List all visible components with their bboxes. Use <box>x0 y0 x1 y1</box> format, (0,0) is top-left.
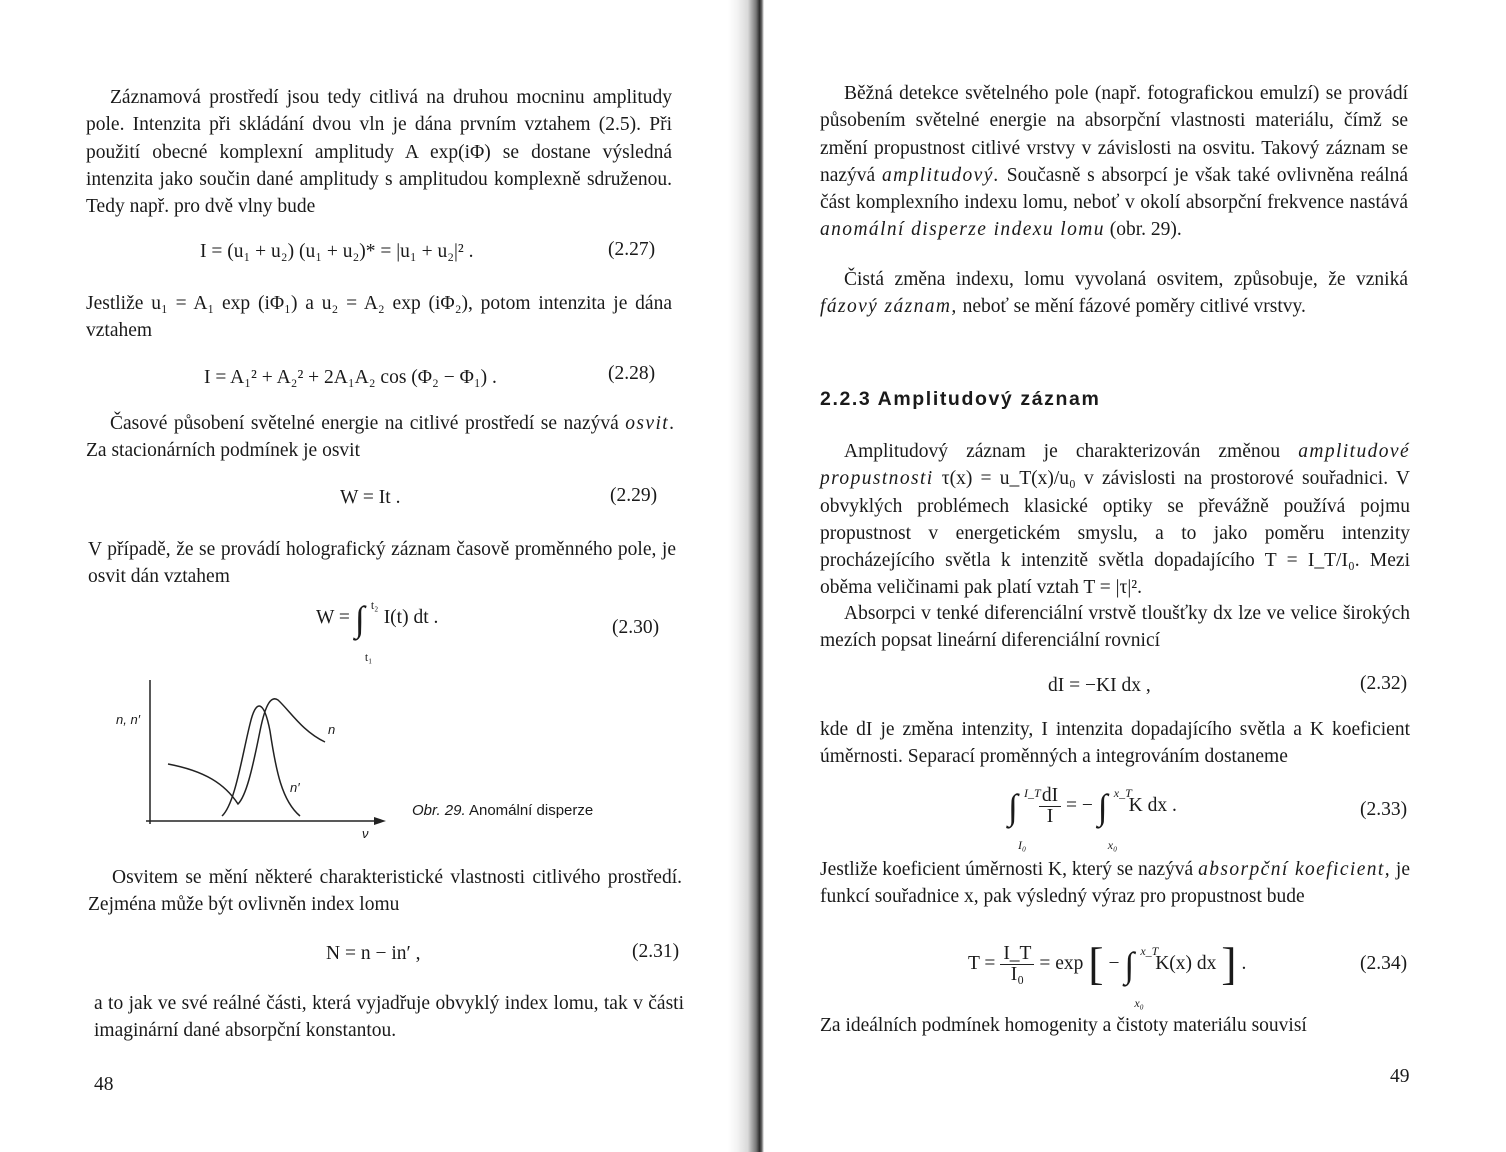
term-amplitudove-propustnosti: amplitudové propustnosti <box>820 441 1410 490</box>
anomalous-dispersion-figure <box>110 676 400 846</box>
equation-number-2-27: (2.27) <box>608 239 656 260</box>
term-fazovy-zaznam: fázový záznam, <box>820 296 958 318</box>
figure-caption: Obr. 29. Anomální disperze <box>412 802 594 819</box>
equation-number-2-29: (2.29) <box>610 485 658 506</box>
equation-2-28: I = A₁² + A₂² + 2A₁A₂ cos (Φ₂ − Φ₁) . <box>204 367 497 388</box>
figure-y-label: n, n′ <box>116 712 141 727</box>
page-number-left: 48 <box>94 1074 114 1095</box>
paragraph-amplitude-record: Amplitudový záznam je charakterizován změnou amplitudové propustnosti τ(x) = u_T(x)/u₀ v závislosti na prostorové souřadnici. V obvyklých problémech klasické optiky se převážně používá pojmu propustnost v energetickém smyslu, a to jako poměru intenzity procházejícího světla k intenzitě světla dopadajícího T = I_T/I₀. Mezi oběma veličinami pak platí vztah T = |τ|². <box>820 441 1410 599</box>
section-heading: 2.2.3 Amplitudový záznam <box>820 388 1101 410</box>
equation-2-34: T = $\frac{I\_T}{\text{I₀}}$ = exp [ − ∫ x_T x₀ K(x) dx ] . <box>968 937 1247 1010</box>
equation-number-2-28: (2.28) <box>608 363 656 384</box>
paragraph-holographic: V případě, že se provádí holografický záznam časově proměnného pole, je osvit dán vztahem <box>88 539 676 588</box>
equation-2-30: W = ∫ t₂ t₁ I(t) dt . <box>316 598 439 664</box>
equation-number-2-34: (2.34) <box>1360 953 1408 974</box>
x-axis-arrow-icon <box>374 817 386 825</box>
equation-2-31: N = n − in′ , <box>326 943 421 964</box>
paragraph-detection: Běžná detekce světelného pole (např. fotografickou emulzí) se provádí působením světelné energie na absorpční vlastnosti materiálu, čímž se změní propustnost citlivé vrstvy v závislosti na osvitu. Takový záznam se nazývá amplitudový. Současně s absorpcí je však také ovlivněna reálná část komplexního indexu lomu, neboť v okolí absorpční frekvence nastává anomální disperze indexu lomu (obr. 29). <box>820 83 1408 241</box>
paragraph-real-imaginary: a to jak ve své reálné části, která vyjadřuje obvyklý index lomu, tak v části imaginární dané absorpční konstantou. <box>94 993 684 1042</box>
equation-2-32: dI = −KI dx , <box>1048 675 1151 696</box>
equation-number-2-30: (2.30) <box>612 617 660 638</box>
term-absorpcni-koeficient: absorpční koeficient, <box>1198 859 1392 880</box>
figure-curve-nprime-label: n′ <box>290 780 300 795</box>
equation-number-2-32: (2.32) <box>1360 673 1408 694</box>
paragraph-exposure: Časové působení světelné energie na citlivé prostředí se nazývá osvit. Za stacionárních podmínek je osvit <box>86 413 674 462</box>
right-page <box>764 0 1506 1152</box>
equation-number-2-31: (2.31) <box>632 941 680 962</box>
paragraph-if-u1: Jestliže u₁ = A₁ exp (iΦ₁) a u₂ = A₂ exp (iΦ₂), potom intenzita je dána vztahem <box>86 293 672 342</box>
page-number-right: 49 <box>1390 1066 1410 1087</box>
term-anomalni-disperze: anomální disperze indexu lomu <box>820 219 1105 241</box>
curve-n <box>168 699 325 804</box>
figure-x-label: ν <box>362 826 369 841</box>
equation-number-2-33: (2.33) <box>1360 799 1408 820</box>
equation-2-33: ∫ I_T I₀ $\frac{dI}{I}$ = − ∫ x_T x₀ K dx . <box>1008 785 1177 852</box>
left-page <box>0 0 728 1152</box>
term-osvit: osvit <box>625 413 670 434</box>
paragraph-ideal-conditions: Za ideálních podmínek homogenity a čistoty materiálu souvisí <box>820 1015 1307 1036</box>
paragraph-separation: kde dI je změna intenzity, I intenzita dopadajícího světla a K koeficient úměrnosti. Separací proměnných a integrováním dostaneme <box>820 719 1410 768</box>
curve-n-prime <box>222 706 300 816</box>
equation-2-27: I = (u₁ + u₂) (u₁ + u₂)* = |u₁ + u₂|² . <box>200 241 474 262</box>
paragraph-phase-record: Čistá změna indexu, lomu vyvolaná osvitem, způsobuje, že vzniká fázový záznam, neboť se mění fázové poměry citlivé vrstvy. <box>820 269 1408 318</box>
paragraph-absorption-coefficient: Jestliže koeficient úměrnosti K, který se nazývá absorpční koeficient, je funkcí souřadnice x, pak výsledný výraz pro propustnost bude <box>820 859 1410 908</box>
paragraph-intensity-intro: Záznamová prostředí jsou tedy citlivá na druhou mocninu amplitudy pole. Intenzita při skládání dvou vln je dána prvním vztahem (2.5). Při použití obecné komplexní amplitudy A exp(iΦ) se dostane výsledná intenzita jako součin dané amplitudy s amplitudou komplexně sdruženou. Tedy např. pro dvě vlny bude <box>86 87 672 218</box>
term-amplitudovy: amplitudový. <box>881 164 1001 186</box>
paragraph-absorption: Absorpci v tenké diferenciální vrstvě tloušťky dx lze ve velice širokých mezích popsat lineární diferenciální rovnicí <box>820 603 1410 652</box>
paragraph-refractive-index: Osvitem se mění některé charakteristické vlastnosti citlivého prostředí. Zejména může být ovlivněn index lomu <box>88 867 682 916</box>
book-spine <box>728 0 764 1152</box>
equation-2-29: W = It . <box>340 487 401 508</box>
figure-curve-n-label: n <box>328 722 336 737</box>
